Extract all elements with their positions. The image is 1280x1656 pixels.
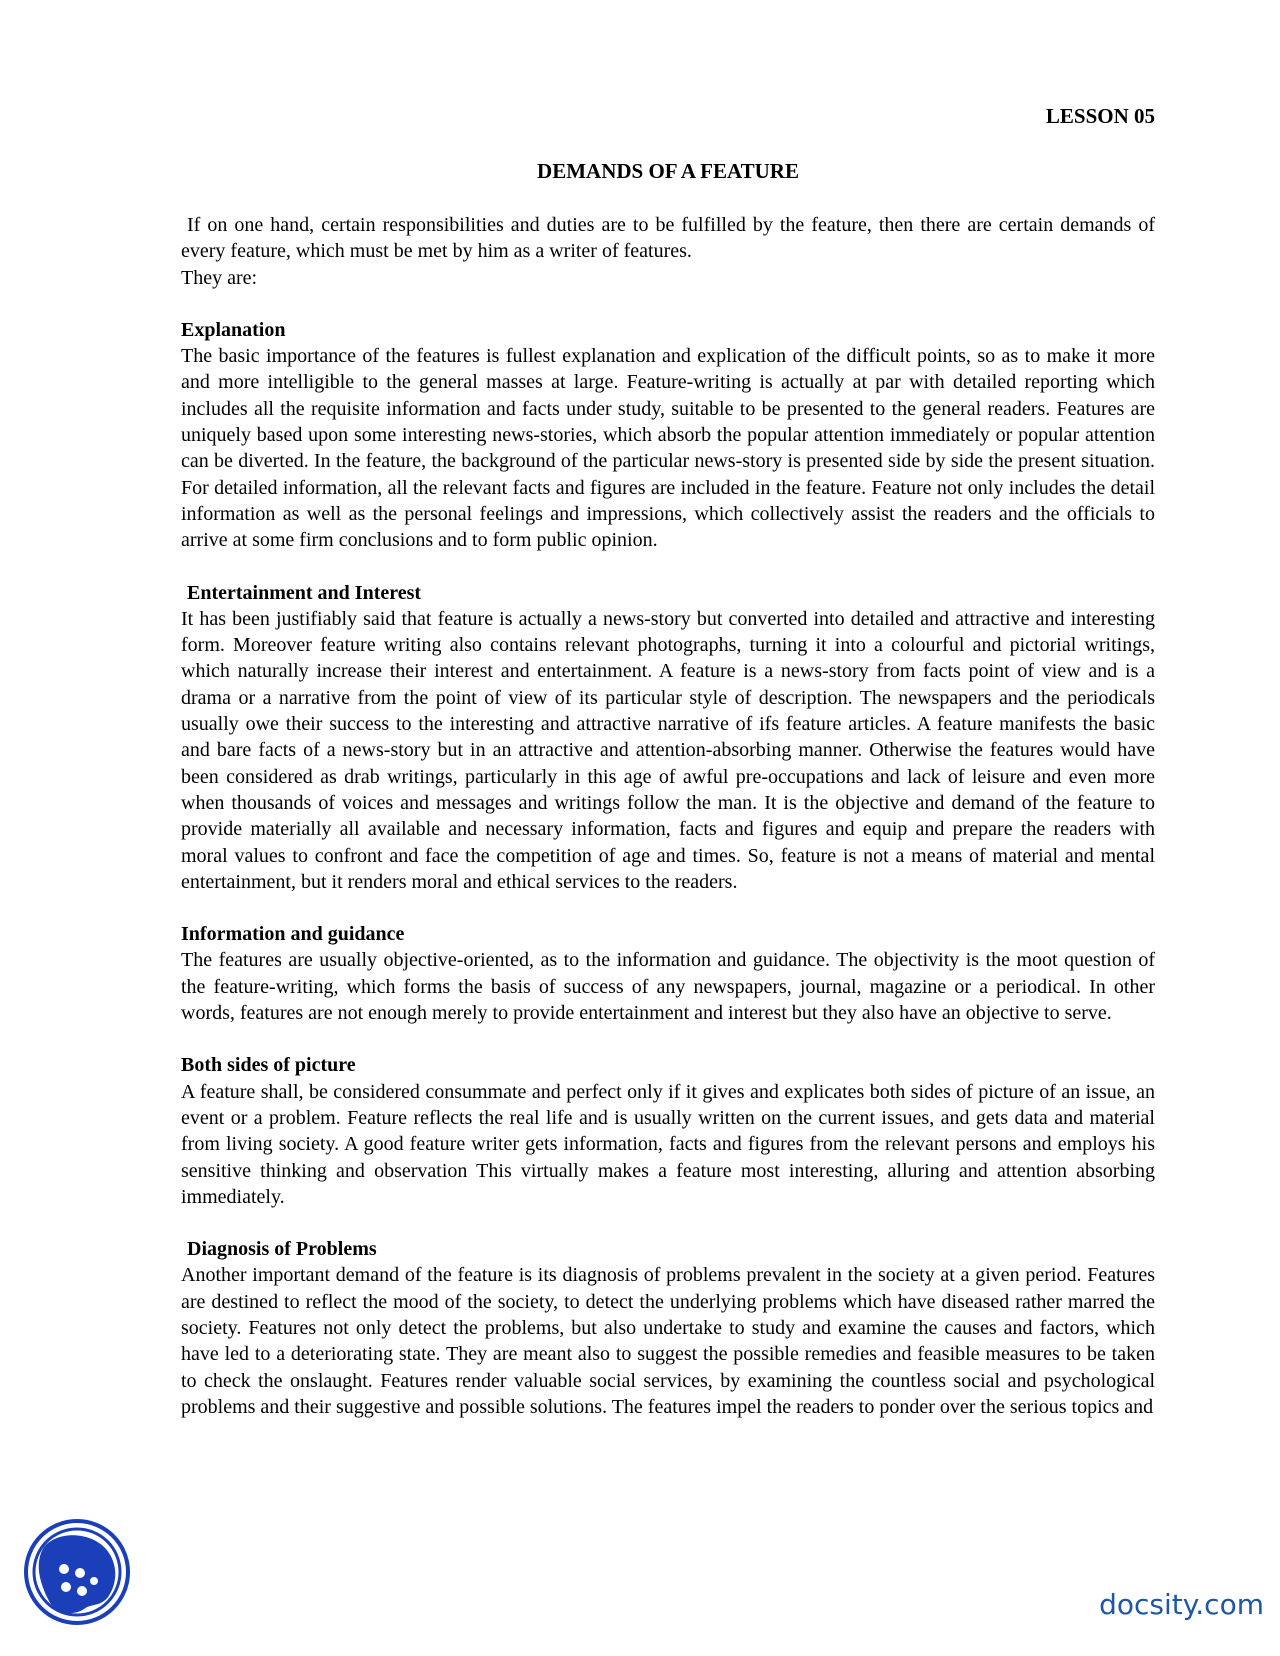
section-heading-entertainment: Entertainment and Interest — [187, 581, 422, 604]
intro-paragraph: If on one hand, certain responsibilities and duties are to be fulfilled by the feature, then there are certain demands of every feature, which must be met by him as a writer of features. — [181, 214, 1155, 263]
docsity-logo-icon[interactable] — [22, 1517, 132, 1627]
lesson-label: LESSON 05 — [1045, 104, 1155, 128]
document-body — [181, 212, 1155, 1420]
section-heading-explanation: Explanation — [181, 318, 286, 341]
section-body-entertainment: It has been justifiably said that feature is actually a news-story but converted into detailed and attractive and interesting form. Moreover feature writing also contains relevant photographs, turning it into a colourful and pictorial writings, which naturally increase their interest and entertainment. A feature is a news-story from facts point of view and is a drama or a narrative from the point of view of its particular style of description. The newspapers and the periodicals usually owe their success to the interesting and attractive narrative of ifs feature articles. A feature manifests the basic and bare facts of a news-story but in an attractive and attention-absorbing manner. Otherwise the features would have been considered as drab writings, particularly in this age of awful pre-occupations and lack of leisure and even more when thousands of voices and messages and writings follow the man. It is the objective and demand of the feature to provide materially all available and necessary information, facts and figures and equip and prepare the readers with moral values to confront and face the competition of age and times. So, feature is not a means of material and mental entertainment, but it renders moral and ethical services to the readers. — [181, 607, 1155, 893]
section-body-both-sides: A feature shall, be considered consummate and perfect only if it gives and explicates both sides of picture of an issue, an event or a problem. Feature reflects the real life and is usually written on the current issues, and gets data and material from living society. A good feature writer gets information, facts and figures from the relevant persons and employs his sensitive thinking and observation This virtually makes a feature most interesting, alluring and attention absorbing immediately. — [181, 1080, 1155, 1208]
section-heading-diagnosis: Diagnosis of Problems — [187, 1238, 377, 1261]
section-heading-both-sides: Both sides of picture — [181, 1054, 356, 1077]
page-title: DEMANDS OF A FEATURE — [537, 159, 799, 183]
section-body-information: The features are usually objective-oriented, as to the information and guidance. The objectivity is the moot question of the feature-writing, which forms the basis of success of any newspapers, journal, magazine or a periodical. In other words, features are not enough merely to provide entertainment and interest but they also have an objective to serve. — [181, 949, 1155, 1025]
intro-they-are: They are: — [181, 266, 258, 289]
section-body-diagnosis: Another important demand of the feature is its diagnosis of problems prevalent in the society at a given period. Features are destined to reflect the mood of the society, to detect the underlying problems which have diseased rather marred the society. Features not only detect the problems, but also undertake to study and examine the causes and factors, which have led to a deteriorating state. They are meant also to suggest the possible remedies and feasible measures to be taken to check the onslaught. Features render valuable social services, by examining the countless social and psychological problems and their suggestive and possible solutions. The features impel the readers to ponder over the serious topics and — [181, 1264, 1155, 1418]
section-body-explanation: The basic importance of the features is fullest explanation and explication of the difficult points, so as to make it more and more intelligible to the general masses at large. Feature-writing is actually at par with detailed reporting which includes all the requisite information and facts under study, suitable to be presented to the general readers. Features are uniquely based upon some interesting news-stories, which absorb the popular attention immediately or popular attention can be diverted. In the feature, the background of the particular news-story is presented side by side the present situation. For detailed information, all the relevant facts and figures are included in the feature. Feature not only includes the detail information as well as the personal feelings and impressions, which collectively assist the readers and the officials to arrive at some firm conclusions and to form public opinion. — [181, 345, 1155, 552]
section-heading-information: Information and guidance — [181, 923, 405, 946]
docsity-brand-link[interactable]: docsity.com — [1099, 1588, 1264, 1621]
